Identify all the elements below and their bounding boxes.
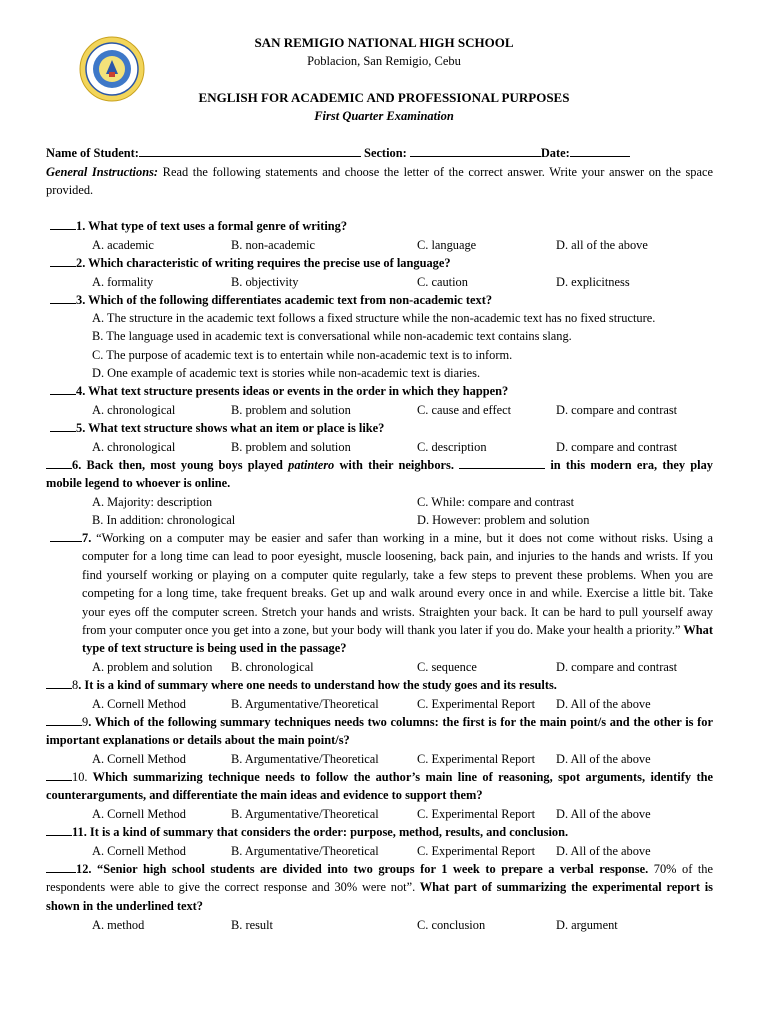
q1-option-d: D. all of the above [556, 238, 648, 252]
student-info-line [46, 145, 630, 161]
q10-option-d: D. All of the above [556, 807, 651, 821]
school-address: Poblacion, San Remigio, Cebu [307, 54, 461, 68]
question-7 [82, 529, 713, 658]
section-field[interactable] [410, 145, 541, 157]
q9-option-c: C. Experimental Report [417, 752, 536, 766]
question-5 [50, 420, 384, 436]
q8-option-d: D. All of the above [556, 697, 651, 711]
question-3-stem: 3. Which of the following differentiates academic text from non-academic text? [76, 293, 493, 307]
question-6-stem-end: in this modern era, they play mobile legend to whoever is online. [46, 458, 713, 491]
q2-option-d: D. explicitness [556, 275, 630, 289]
question-10-stem: Which summarizing technique needs to follow the author’s main line of reasoning, spot arguments, identify the counterarguments, and differentiate the main ideas and evidence to support them? [46, 770, 713, 803]
q2-option-b: B. objectivity [231, 275, 299, 289]
question-8-stem: . It is a kind of summary where one needs to understand how the study goes and its results. [78, 678, 557, 692]
q11-option-b: B. Argumentative/Theoretical [231, 844, 379, 858]
q5-option-d: D. compare and contrast [556, 440, 678, 454]
question-12-quote: 12. “Senior high school students are divided into two groups for 1 week to prepare a verbal response. [76, 862, 649, 876]
q12-option-a: A. method [92, 918, 145, 932]
question-2-stem: 2. Which characteristic of writing requires the precise use of language? [76, 256, 451, 270]
q7-option-c: C. sequence [417, 660, 477, 674]
q9-option-b: B. Argumentative/Theoretical [231, 752, 379, 766]
question-1-stem: 1. What type of text uses a formal genre of writing? [76, 219, 348, 233]
question-4-stem: 4. What text structure presents ideas or events in the order in which they happen? [76, 384, 509, 398]
q3-option-a: A. The structure in the academic text follows a fixed structure while the non-academic text has no fixed structure. [92, 311, 656, 325]
question-8 [46, 677, 557, 693]
q6-option-b: B. In addition: chronological [92, 513, 236, 527]
question-2 [50, 255, 451, 271]
question-5-stem: 5. What text structure shows what an item or place is like? [76, 421, 385, 435]
question-12 [46, 860, 713, 915]
q4-option-b: B. problem and solution [231, 403, 351, 417]
question-3 [50, 292, 492, 308]
question-4 [50, 383, 508, 399]
question-9-stem: . Which of the following summary techniques needs two columns: the first is for the main point/s and the other is for important explanations or details about the main point/s? [46, 715, 713, 748]
q3-option-b: B. The language used in academic text is conversational while non-academic text contains slang. [92, 329, 572, 343]
answer-blank-8[interactable] [46, 677, 72, 689]
q5-option-a: A. chronological [92, 440, 176, 454]
question-10 [46, 768, 713, 805]
answer-blank-12[interactable] [46, 861, 76, 873]
q4-option-a: A. chronological [92, 403, 176, 417]
q1-option-a: A. academic [92, 238, 154, 252]
section-label: Section: [364, 146, 407, 160]
answer-blank-3[interactable] [50, 292, 76, 304]
name-field[interactable] [139, 145, 361, 157]
q5-option-c: C. description [417, 440, 487, 454]
q1-option-b: B. non-academic [231, 238, 315, 252]
name-label: Name of Student: [46, 146, 139, 160]
q6-option-c: C. While: compare and contrast [417, 495, 575, 509]
q3-option-c: C. The purpose of academic text is to entertain while non-academic text is to inform. [92, 348, 513, 362]
date-label: Date: [540, 146, 570, 160]
answer-blank-10[interactable] [46, 769, 72, 781]
q12-option-b: B. result [231, 918, 273, 932]
q8-option-c: C. Experimental Report [417, 697, 536, 711]
q11-option-c: C. Experimental Report [417, 844, 536, 858]
q10-option-a: A. Cornell Method [92, 807, 186, 821]
q10-option-c: C. Experimental Report [417, 807, 536, 821]
answer-blank-6[interactable] [46, 457, 72, 469]
subject-title: ENGLISH FOR ACADEMIC AND PROFESSIONAL PURPOSES [198, 90, 570, 105]
question-6 [46, 456, 713, 493]
q2-option-a: A. formality [92, 275, 154, 289]
school-name: SAN REMIGIO NATIONAL HIGH SCHOOL [254, 35, 514, 50]
answer-blank-4[interactable] [50, 383, 76, 395]
answer-blank-9[interactable] [46, 714, 82, 726]
question-7-passage: “Working on a computer may be easier and safer than working in a mine, but it does not come without risks. Using a computer for a long time can lead to poor eyesight, muscle loosening, back pain, and injuries to the hands and wrists. If you find yourself working or playing on a computer quite regularly, take a few steps to prevent these problems. When you are competing for a long time, take frequent breaks. Get up and walk around every once in and while. Exercise a little bit. Take your eyes off the computer screen. Stretch your hands and wrists. Straighten your back. It can be hard to pull yourself away from your computer once you get into a zone, but your body will thank you later if you do. Make your health a priority.” [82, 531, 713, 638]
question-1 [50, 218, 347, 234]
answer-blank-1[interactable] [50, 218, 76, 230]
question-6-fill-blank[interactable] [459, 457, 545, 469]
question-11-stem: 11. It is a kind of summary that considers the order: purpose, method, results, and conclusion. [72, 825, 569, 839]
q7-option-d: D. compare and contrast [556, 660, 678, 674]
q5-option-b: B. problem and solution [231, 440, 351, 454]
question-10-number: 10. [72, 770, 88, 784]
q8-option-b: B. Argumentative/Theoretical [231, 697, 379, 711]
q1-option-c: C. language [417, 238, 477, 252]
q12-option-c: C. conclusion [417, 918, 486, 932]
instructions-label: General Instructions: [46, 165, 159, 179]
answer-blank-5[interactable] [50, 420, 76, 432]
q11-option-a: A. Cornell Method [92, 844, 186, 858]
question-9 [46, 713, 713, 750]
question-6-stem-start: 6. Back then, most young boys played [72, 458, 289, 472]
question-7-stem: What type of text structure is being used in the passage? [82, 623, 713, 656]
question-7-number: 7. [82, 531, 92, 545]
q8-option-a: A. Cornell Method [92, 697, 186, 711]
q9-option-d: D. All of the above [556, 752, 651, 766]
q10-option-b: B. Argumentative/Theoretical [231, 807, 379, 821]
q9-option-a: A. Cornell Method [92, 752, 186, 766]
question-9-number: 9 [82, 715, 89, 729]
exam-title: First Quarter Examination [314, 109, 454, 123]
question-12-underlined-text: 70% of the respondents were able to give the correct response and 30% were not”. [46, 862, 713, 895]
question-12-stem: What part of summarizing the experimental report is shown in the underlined text? [46, 880, 713, 913]
general-instructions [46, 163, 713, 200]
q7-option-a: A. problem and solution [92, 660, 213, 674]
question-6-stem-mid: with their neighbors. [334, 458, 460, 472]
instructions-text: Read the following statements and choose the letter of the correct answer. Write your answer on the space provided. [46, 165, 713, 198]
question-6-italic: patintero [288, 458, 335, 472]
question-8-number: 8 [72, 678, 79, 692]
q4-option-c: C. cause and effect [417, 403, 512, 417]
date-field[interactable] [570, 145, 630, 157]
q12-option-d: D. argument [556, 918, 618, 932]
q3-option-d: D. One example of academic text is stories while non-academic text is diaries. [92, 366, 481, 380]
answer-blank-2[interactable] [50, 255, 76, 267]
question-11 [46, 824, 568, 840]
answer-blank-7[interactable] [50, 530, 82, 546]
q6-option-a: A. Majority: description [92, 495, 213, 509]
q2-option-c: C. caution [417, 275, 468, 289]
q6-option-d: D. However: problem and solution [417, 513, 590, 527]
q7-option-b: B. chronological [231, 660, 314, 674]
q11-option-d: D. All of the above [556, 844, 651, 858]
answer-blank-11[interactable] [46, 824, 72, 836]
q4-option-d: D. compare and contrast [556, 403, 678, 417]
